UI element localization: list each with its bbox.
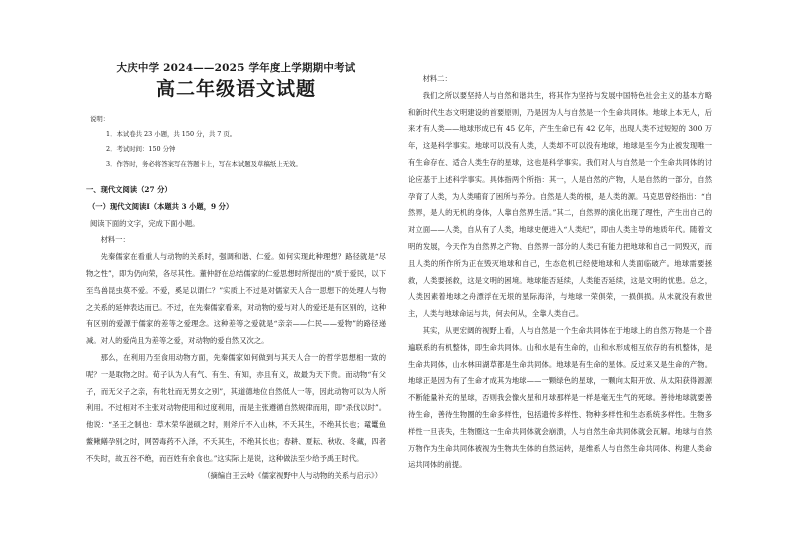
paragraph: 其实，从更宏阔的视野上看，人与自然是一个生命共同体在于地球上的自然万物是一个普遍联系的有机整体，即生命共同体。山和水是有生命的，山和水形成相互依存的有机整体，是生命共同体，山水林田湖草都是生命共同体。地球是有生命的星体。反过来又是生命的产物。地球正是因为有了生命才成其为地球——一颗绿色的星球，一颗向太阳开放、从太阳获得源源不断能量补充的星球，否则我会像火星和月球那样是一样是毫无生气的死球。善待地球就要善待生命，善待生物圈的生命多样性，包括遗传多样性、物种多样性和生态系统多样性。生物多样性一旦丧失，生物圈这一生命共同体就会崩溃，人与自然生命共同体就会瓦解。地球与自然万物作为生命共同体被视为生物共生体的自然运转，是维系人与自然生命共同体、构建人类命运共同体的前提。 — [408, 325, 712, 470]
section-title: 一、现代文阅读（27 分） — [86, 185, 172, 194]
subsection-title: （一）现代文阅读Ⅰ（本题共 3 小题，9 分） — [88, 201, 234, 211]
material1-label: 材料一： — [100, 235, 130, 245]
material2-label: 材料二： — [422, 74, 452, 83]
exam-title: 大庆中学 2024——2025 学年度上学期期中考试 — [116, 62, 356, 74]
exam-notes — [92, 112, 388, 172]
notes-heading: 说明： — [90, 115, 110, 123]
left-body — [86, 182, 386, 484]
right-body — [408, 71, 712, 474]
note-item: 2．考试时间：150 分钟 — [106, 145, 176, 153]
note-item: 3．作答时，务必将答案写在答题卡上，写在本试题及草稿纸上无效。 — [106, 160, 302, 168]
paragraph: 那么，在利用乃至食用动物方面，先秦儒家如何做到与其天人合一的哲学思想相一致的呢？一是取物之时。荀子认为人有气、有生、有知，亦且有义，故最为天下贵。而动物“有父子，而无父子之亲，有牝牡而无男女之别”，其道德地位自然低人一等，因此动物可以为人所利用。不过相对不主张对动物使用和过度利用，而是主张遵循自然规律而用，即“杀伐以时”。他说：“圣王之制也：草木荣华滋硕之时，则斧斤不入山林，不夭其生，不绝其长也；鼋鼍鱼鳖鳅鳝孕别之时，网罟毒药不入泽，不夭其生，不绝其长也；春耕、夏耘、秋收、冬藏，四者不失时，故五谷不绝，而百姓有余食也。”这实际上是说，这种做法至少给予禹王时代。 — [86, 352, 386, 463]
reading-instruction: 阅读下面的文字，完成下面小题。 — [90, 218, 200, 228]
paragraph: 先秦儒家在看重人与动物的关系时，强调和谐、仁爱。如何实现此种理想？路径就是“尽物之性”，即为仍向荣，各尽其性。董仲舒在总结儒家的仁爱思想时所提出的“质于爱民，以下至鸟兽昆虫莫不爱。不爱，奚足以谓仁？”实质上不过是对儒家天人合一思想下的处理人与物之关系的延伸表达而已。不过，在先秦儒家看来，对动物的爱与对人的爱还是有区别的，这种有区别的爱源于儒家的差等之爱理念。这种差等之爱就是“亲亲——仁民——爱物”的路径递减。对人的爱尚且为差等之爱，对动物的爱自然又次之。 — [86, 252, 386, 346]
subject-title: 高二年级语文试题 — [155, 78, 316, 100]
paragraph: 我们之所以要坚持人与自然和谐共生，将其作为坚持与发展中国特色社会主义的基本方略和新时代生态文明建设的首要原则，乃是因为人与自然是一个生命共同体。地球上本无人，后来才有人类——地球形成已有 45 亿年，产生生命已有 42 亿年，出现人类不过短短的 300 万年，这是科学事实。地球可以没有人类，人类却不可以没有地球，地球是至今为止被发现唯一有生命存在、适合人类生存的星球，这也是科学事实。我们对人与自然是一个生命共同体的讨论应基于上述科学事实。具体指两个所指：其一，人是自然的产物，人是自然的一部分，自然孕育了人类，为人类哺育了困所与养分。自然是人类的根，是人类的源。马克思曾经指出：“自然界，是人的无机的身体，人靠自然界生活。”其二，自然界的演化出现了理性，产生出自己的对立面——人类，自从有了人类，地球史便进入“人类纪”，即由人类主导的地质年代。随着文明的发展，今天作为自然界之产物、自然界一部分的人类已有能力把地球和自己一同毁灭，而且人类的所作所为正在毁灭地球和自己，生态危机已经使地球和人类面临破产。地球需要拯救，人类要拯救，这是文明的困境。地球能否延续，人类能否延续，这是文明的忧患。总之，人类因素着地球之舟漂浮在无垠的星际海洋，与地球一荣俱荣，一损俱损。从未就没有救世主，人类与地球命运与共，何去何从，全靠人类自己。 — [408, 90, 712, 319]
source-citation: （摘编自王云岭《儒家视野中人与动物的关系与启示》） — [203, 470, 382, 480]
note-item: 1．本试卷共 23 小题，共 150 分，共 7 页。 — [106, 130, 237, 138]
